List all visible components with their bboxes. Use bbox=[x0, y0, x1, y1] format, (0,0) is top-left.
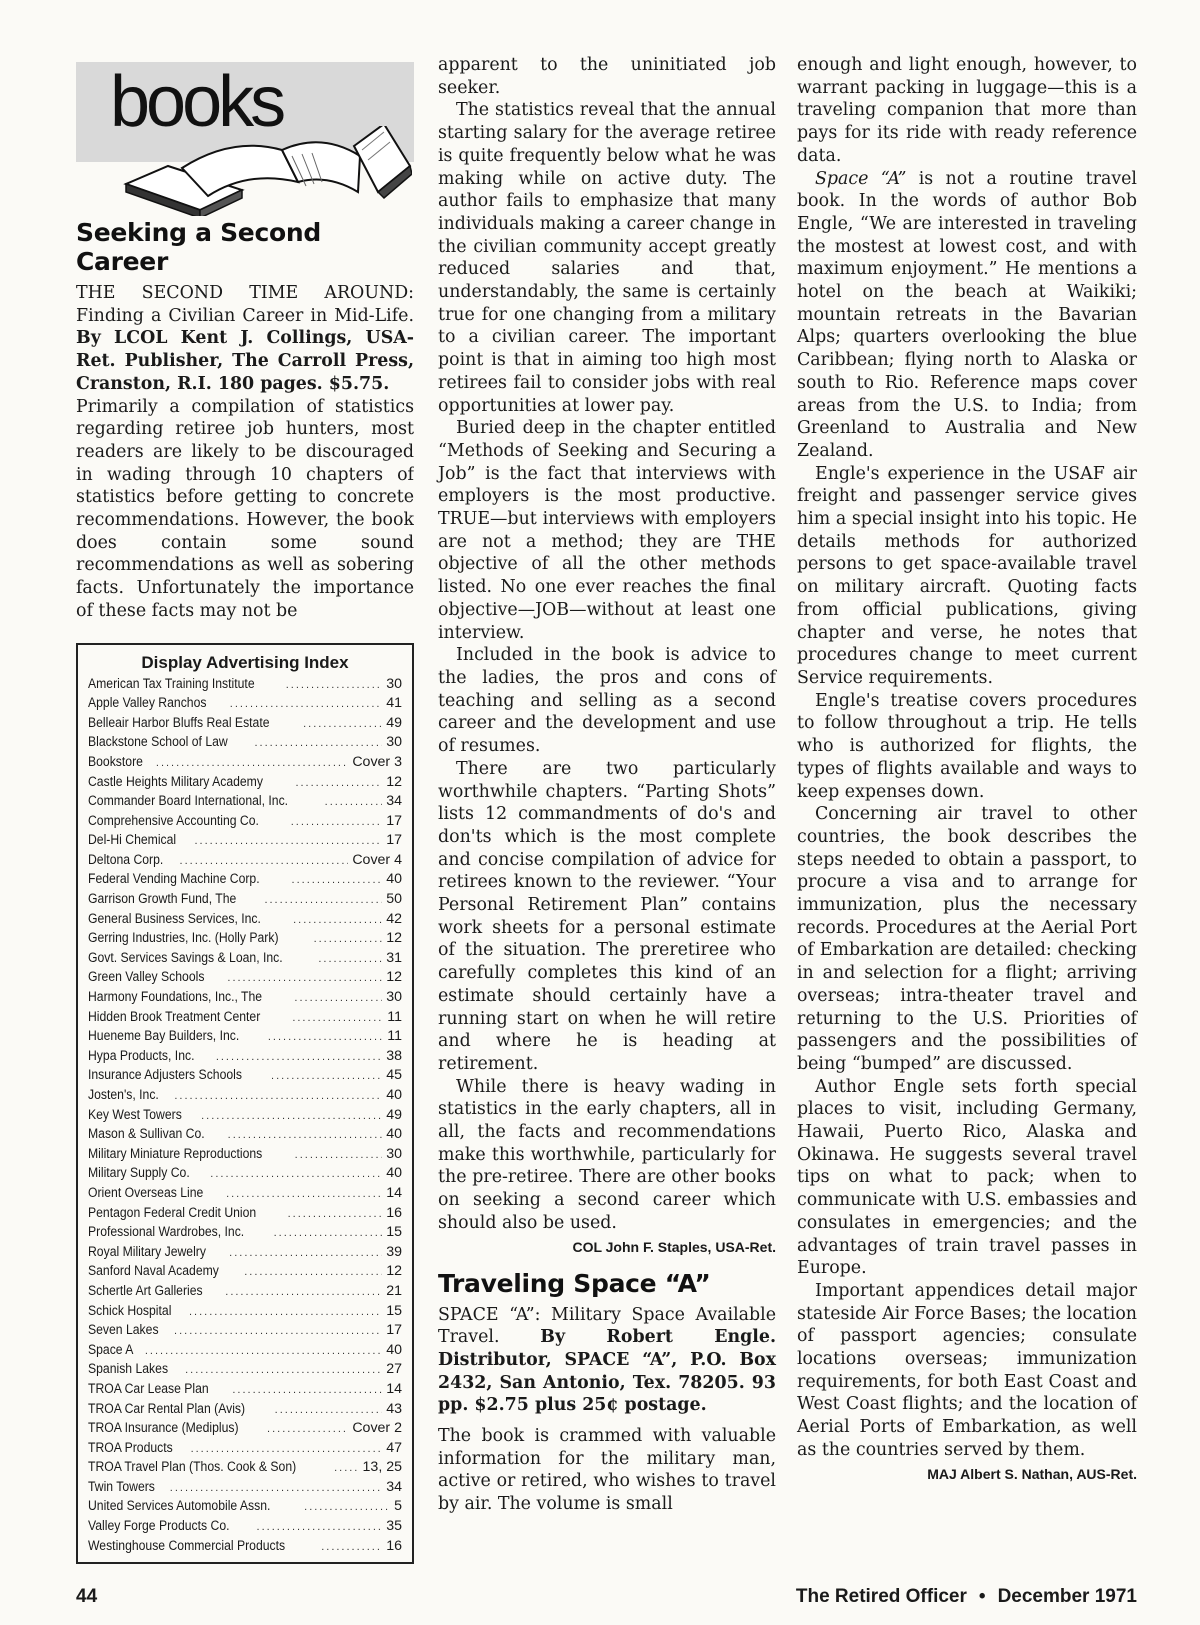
index-page: 21 bbox=[386, 1282, 402, 1299]
index-leader-dots bbox=[174, 1087, 382, 1106]
index-leader-dots bbox=[318, 950, 382, 969]
index-page: 50 bbox=[386, 891, 402, 908]
column-3 bbox=[797, 56, 1137, 1496]
index-page: 12 bbox=[386, 969, 402, 986]
review2-paragraph: Important appendices detail major stateside Air Force Bases; the location of passport agencies; consulate locations overseas; immunization requirements, for both East Coast and West Coast flights; and the location of Aerial Ports of Embarkation, as well as the countries served by them. bbox=[797, 1280, 1137, 1460]
index-page: 12 bbox=[386, 1263, 402, 1280]
index-page: 39 bbox=[386, 1243, 402, 1260]
index-row bbox=[88, 1086, 402, 1106]
index-leader-dots bbox=[274, 1224, 383, 1243]
index-page: 11 bbox=[387, 1028, 402, 1045]
index-row bbox=[88, 1458, 402, 1478]
index-advertiser: Military Supply Co. bbox=[88, 1165, 190, 1182]
review2-signature: MAJ Albert S. Nathan, AUS-Ret. bbox=[927, 1465, 1137, 1482]
index-leader-dots bbox=[227, 969, 382, 988]
index-leader-dots bbox=[292, 871, 383, 890]
index-advertiser: Josten's, Inc. bbox=[88, 1087, 159, 1104]
index-leader-dots bbox=[201, 1107, 382, 1126]
index-page: 34 bbox=[386, 1478, 402, 1495]
index-page: 17 bbox=[386, 832, 402, 849]
index-leader-dots bbox=[304, 1498, 390, 1517]
index-advertiser: TROA Insurance (Mediplus) bbox=[88, 1420, 239, 1437]
index-page: 40 bbox=[386, 1341, 402, 1358]
index-advertiser: Del-Hi Chemical bbox=[88, 832, 177, 849]
index-page: 35 bbox=[386, 1518, 402, 1535]
index-leader-dots bbox=[325, 793, 383, 812]
index-advertiser: Key West Towers bbox=[88, 1106, 182, 1123]
index-leader-dots bbox=[180, 852, 349, 871]
index-advertiser: Deltona Corp. bbox=[88, 851, 164, 868]
index-advertiser: TROA Car Rental Plan (Avis) bbox=[88, 1400, 246, 1417]
index-advertiser: Professional Wardrobes, Inc. bbox=[88, 1224, 245, 1241]
index-leader-dots bbox=[295, 774, 382, 793]
index-leader-dots bbox=[257, 1518, 383, 1537]
books-masthead bbox=[76, 56, 414, 216]
index-leader-dots bbox=[275, 1401, 383, 1420]
index-leader-dots bbox=[170, 1479, 382, 1498]
index-page: 11 bbox=[387, 1008, 402, 1025]
review2-citation-title: SPACE “A”: Military Space Available Travel. bbox=[438, 1304, 776, 1348]
review1-citation bbox=[76, 282, 414, 396]
index-advertiser: Space A bbox=[88, 1341, 134, 1358]
index-leader-dots bbox=[303, 715, 382, 734]
review1-paragraph-continued bbox=[438, 54, 776, 99]
index-page: Cover 3 bbox=[352, 753, 402, 770]
index-row bbox=[88, 1497, 402, 1517]
index-advertiser: Insurance Adjusters Schools bbox=[88, 1067, 242, 1084]
index-row bbox=[88, 1223, 402, 1243]
index-leader-dots bbox=[232, 1381, 382, 1400]
page-number: 44 bbox=[76, 1586, 98, 1607]
open-book-icon bbox=[122, 126, 412, 216]
index-advertiser: Twin Towers bbox=[88, 1478, 155, 1495]
index-leader-dots bbox=[185, 1361, 382, 1380]
review2-paragraph: Space “A” is not a routine travel book. In the words of author Bob Engle, “We are interested in traveling the mostest at lowest cost, and with maximum enjoyment.” He mentions a hotel on the beach at Waikiki; mountain retreats in the Bavarian Alps; quarters overlooking the blue Caribbean; flying north to Alaska or south to Rio. Reference maps cover areas from the U.S. to India; from Greenland to Australia and New Zealand. bbox=[797, 168, 1137, 461]
index-advertiser: Pentagon Federal Credit Union bbox=[88, 1204, 257, 1221]
column-2 bbox=[438, 56, 776, 1516]
index-advertiser: Sanford Naval Academy bbox=[88, 1263, 219, 1280]
index-advertiser: TROA Travel Plan (Thos. Cook & Son) bbox=[88, 1459, 297, 1476]
index-page: 17 bbox=[386, 1322, 402, 1339]
index-row bbox=[88, 1184, 402, 1204]
review2-citation-details: By Robert Engle. Distributor, SPACE “A”, P.O. Box 2432, San Antonio, Tex. 78205. 93 pp. $2.75 plus 25¢ postage. bbox=[438, 1327, 776, 1416]
index-page: 14 bbox=[386, 1184, 402, 1201]
index-row bbox=[88, 1008, 402, 1028]
index-row bbox=[88, 949, 402, 969]
index-advertiser: Schertle Art Galleries bbox=[88, 1282, 203, 1299]
index-advertiser: Spanish Lakes bbox=[88, 1361, 169, 1378]
index-leader-dots bbox=[267, 1420, 348, 1439]
index-advertiser: General Business Services, Inc. bbox=[88, 910, 261, 927]
index-advertiser: Bookstore bbox=[88, 753, 143, 770]
index-advertiser: Govt. Services Savings & Loan, Inc. bbox=[88, 949, 283, 966]
index-page: 16 bbox=[386, 1537, 402, 1554]
index-row bbox=[88, 929, 402, 949]
index-page: 34 bbox=[386, 793, 402, 810]
index-leader-dots bbox=[268, 1028, 383, 1047]
index-row bbox=[88, 733, 402, 753]
index-advertiser: Hidden Brook Treatment Center bbox=[88, 1008, 261, 1025]
index-advertiser: Federal Vending Machine Corp. bbox=[88, 871, 260, 888]
index-page: 5 bbox=[394, 1498, 402, 1515]
index-page: 30 bbox=[386, 989, 402, 1006]
index-advertiser: Military Miniature Reproductions bbox=[88, 1145, 263, 1162]
publication-line bbox=[796, 1586, 1137, 1608]
review2-paragraph-continued: enough and light enough, however, to warrant packing in luggage—this is a traveling companion that more than pays for its ride with ready reference data. bbox=[797, 55, 1137, 166]
index-advertiser: Mason & Sullivan Co. bbox=[88, 1126, 205, 1143]
review1-paragraph: Buried deep in the chapter entitled “Methods of Seeking and Securing a Job” is the fact that interviews with employers is the most productive. TRUE—but interviews with employers are not a method; they are THE objective of all the other methods listed. No one ever reaches the final objective—JOB—without at least one interview. bbox=[438, 418, 776, 643]
index-row bbox=[88, 812, 402, 832]
review1-citation-title: THE SECOND TIME AROUND: Finding a Civilian Career in Mid-Life. bbox=[76, 283, 414, 326]
index-leader-dots bbox=[293, 911, 382, 930]
index-page: 45 bbox=[386, 1067, 402, 1084]
index-row bbox=[88, 851, 402, 871]
index-leader-dots bbox=[216, 1048, 382, 1067]
index-advertiser: Comprehensive Accounting Co. bbox=[88, 812, 259, 829]
index-row bbox=[88, 1164, 402, 1184]
index-advertiser: Green Valley Schools bbox=[88, 969, 205, 986]
index-row bbox=[88, 1204, 402, 1224]
review2-paragraph: Engle's treatise covers procedures to follow throughout a trip. He tells who is authorized for flights, the types of flights available and ways to keep expenses down. bbox=[797, 690, 1137, 802]
index-leader-dots bbox=[314, 930, 383, 949]
review1-paragraph: The statistics reveal that the annual starting salary for the average retiree is quite frequently below what he was making while on active duty. The author fails to emphasize that many individuals making a career change in the civilian community accept greatly reduced salaries and that, understandably, the same is certainly true for one changing from a military to a civilian career. The important point is that in aiming too high most retirees fail to consider jobs with real opportunities at lower pay. bbox=[438, 100, 776, 416]
index-page: 14 bbox=[386, 1380, 402, 1397]
issue-date: December 1971 bbox=[997, 1586, 1137, 1607]
index-advertiser: Gerring Industries, Inc. (Holly Park) bbox=[88, 930, 279, 947]
index-page: 49 bbox=[386, 714, 402, 731]
index-page: Cover 4 bbox=[352, 851, 402, 868]
index-advertiser: Garrison Growth Fund, The bbox=[88, 891, 237, 908]
index-advertiser: Hueneme Bay Builders, Inc. bbox=[88, 1028, 240, 1045]
index-row bbox=[88, 1027, 402, 1047]
index-row bbox=[88, 1439, 402, 1459]
index-row bbox=[88, 1360, 402, 1380]
index-advertiser: Schick Hospital bbox=[88, 1302, 172, 1319]
index-leader-dots bbox=[334, 1459, 358, 1478]
index-page: 27 bbox=[386, 1361, 402, 1378]
index-leader-dots bbox=[321, 1538, 382, 1557]
index-advertiser: TROA Car Lease Plan bbox=[88, 1380, 209, 1397]
index-page: 40 bbox=[386, 1087, 402, 1104]
index-advertiser: Westinghouse Commercial Products bbox=[88, 1537, 286, 1554]
index-leader-dots bbox=[264, 891, 382, 910]
index-row bbox=[88, 870, 402, 890]
index-row bbox=[88, 1302, 402, 1322]
index-row bbox=[88, 1047, 402, 1067]
index-leader-dots bbox=[191, 1440, 383, 1459]
index-leader-dots bbox=[244, 1263, 382, 1282]
index-row bbox=[88, 675, 402, 695]
review2-title: Traveling Space “A” bbox=[438, 1268, 711, 1298]
index-page: 30 bbox=[386, 734, 402, 751]
index-page: 16 bbox=[386, 1204, 402, 1221]
index-leader-dots bbox=[195, 832, 383, 851]
index-page: 13, 25 bbox=[362, 1459, 402, 1476]
index-row bbox=[88, 1478, 402, 1498]
review1-paragraph: There are two particularly worthwhile chapters. “Parting Shots” lists 12 commandments of do's and don'ts which is the most complete and concise compilation of advice for retirees known to the reviewer. “Your Personal Retirement Plan” contains work sheets for a personal estimate of the situation. The preretiree who carefully completes this kind of an estimate should certainly have a running start on when he will retire and where he is heading at retirement. bbox=[438, 758, 776, 1074]
index-leader-dots bbox=[288, 1205, 383, 1224]
advertising-index-list bbox=[88, 675, 402, 1557]
review1-title: Seeking a Second Career bbox=[76, 218, 321, 276]
index-page: 40 bbox=[386, 871, 402, 888]
column-1 bbox=[76, 56, 414, 1564]
index-row bbox=[88, 773, 402, 793]
index-leader-dots bbox=[229, 1244, 382, 1263]
index-advertiser: Commander Board International, Inc. bbox=[88, 793, 289, 810]
index-row bbox=[88, 1066, 402, 1086]
review1-citation-details: By LCOL Kent J. Collings, USA-Ret. Publisher, The Carroll Press, Cranston, R.I. 180 pages. $5.75. bbox=[76, 328, 414, 394]
review1-paragraph: While there is heavy wading in statistics in the early chapters, all in all, the facts and recommendations make this worthwhile, particularly for the pre-retiree. There are other books on seeking a second career which should also be used. bbox=[438, 1076, 776, 1233]
index-row bbox=[88, 694, 402, 714]
index-row bbox=[88, 1243, 402, 1263]
publication-name: The Retired Officer bbox=[795, 1586, 967, 1607]
index-page: 12 bbox=[386, 773, 402, 790]
index-advertiser: Royal Military Jewelry bbox=[88, 1243, 206, 1260]
review2-paragraph: Concerning air travel to other countries, the book describes the steps needed to obtain a passport, to procure a visa and to arrange for immunization, plus the necessary records. Procedures at the Aerial Port of Embarkation are detailed: checking in and selection for a flight; arriving overseas; intra-theater travel and returning to the U.S. Priorities of passengers and the possibilities of being “bumped” are discussed. bbox=[797, 804, 1137, 1074]
index-page: 15 bbox=[386, 1224, 402, 1241]
index-leader-dots bbox=[210, 1165, 382, 1184]
index-row bbox=[88, 890, 402, 910]
index-advertiser: Blackstone School of Law bbox=[88, 734, 228, 751]
index-page: 30 bbox=[386, 1145, 402, 1162]
index-row bbox=[88, 1537, 402, 1557]
index-row bbox=[88, 910, 402, 930]
advertising-index-title: Display Advertising Index bbox=[141, 652, 349, 672]
index-advertiser: TROA Products bbox=[88, 1439, 173, 1456]
index-page: 43 bbox=[386, 1400, 402, 1417]
index-leader-dots bbox=[292, 1009, 383, 1028]
index-advertiser: Belleair Harbor Bluffs Real Estate bbox=[88, 714, 270, 731]
index-page: 12 bbox=[386, 930, 402, 947]
index-leader-dots bbox=[294, 989, 382, 1008]
review2-paragraph: Engle's experience in the USAF air freight and passenger service gives him a special insight into his topic. He details methods for authorized persons to get space-available travel on military aircraft. Quoting facts from official publications, giving chapter and verse, he notes that procedures change to meet current Service requirements. bbox=[797, 463, 1137, 688]
index-row bbox=[88, 1125, 402, 1145]
index-row bbox=[88, 1517, 402, 1537]
index-page: 49 bbox=[386, 1106, 402, 1123]
index-page: 17 bbox=[386, 812, 402, 829]
index-leader-dots bbox=[291, 813, 382, 832]
index-page: 40 bbox=[386, 1165, 402, 1182]
review2-paragraph: The book is crammed with valuable information for the military man, active or retired, who wishes to travel by air. The volume is small bbox=[438, 1426, 776, 1515]
index-leader-dots bbox=[228, 1126, 383, 1145]
index-leader-dots bbox=[295, 1146, 383, 1165]
index-row bbox=[88, 968, 402, 988]
index-leader-dots bbox=[286, 676, 382, 695]
index-page: Cover 2 bbox=[352, 1420, 402, 1437]
index-page: 40 bbox=[386, 1126, 402, 1143]
index-leader-dots bbox=[156, 754, 348, 773]
footer-separator: • bbox=[978, 1586, 986, 1607]
index-row bbox=[88, 1419, 402, 1439]
index-page: 42 bbox=[386, 910, 402, 927]
advertising-index bbox=[76, 643, 414, 1565]
index-advertiser: Seven Lakes bbox=[88, 1322, 159, 1339]
index-leader-dots bbox=[226, 1185, 382, 1204]
index-page: 38 bbox=[386, 1047, 402, 1064]
index-leader-dots bbox=[145, 1342, 382, 1361]
index-leader-dots bbox=[230, 695, 382, 714]
index-row bbox=[88, 1106, 402, 1126]
review2-citation bbox=[438, 1304, 776, 1418]
index-row bbox=[88, 1321, 402, 1341]
index-leader-dots bbox=[254, 734, 382, 753]
index-page: 31 bbox=[386, 949, 402, 966]
index-advertiser: American Tax Training Institute bbox=[88, 675, 255, 692]
index-advertiser: Valley Forge Products Co. bbox=[88, 1518, 230, 1535]
index-advertiser: United Services Automobile Assn. bbox=[88, 1498, 271, 1515]
index-advertiser: Harmony Foundations, Inc., The bbox=[88, 989, 263, 1006]
review2-paragraph: Author Engle sets forth special places to visit, including Germany, Hawaii, Puerto Rico, Alaska and Okinawa. He suggests several travel tips on what to pack; when to communicate with U.S. embassies and consulates in emergencies; and the advantages of train travel passes in Europe. bbox=[797, 1076, 1137, 1279]
index-row bbox=[88, 1380, 402, 1400]
review1-paragraph: Included in the book is advice to the ladies, the pros and cons of teaching and selling as a second career and the development and use of resumes. bbox=[438, 645, 776, 757]
index-leader-dots bbox=[271, 1067, 382, 1086]
review1-paragraph: Primarily a compilation of statistics regarding retiree job hunters, most readers are likely to be discouraged in wading through 10 chapters of statistics before getting to concrete recommendations. However, the book does contain some sound recommendations as well as sobering facts. Unfortunately the importance of these facts may not be bbox=[76, 396, 414, 621]
index-advertiser: Castle Heights Military Academy bbox=[88, 773, 263, 790]
index-row bbox=[88, 988, 402, 1008]
index-row bbox=[88, 1400, 402, 1420]
index-advertiser: Hypa Products, Inc. bbox=[88, 1047, 195, 1064]
review1-continued-text: apparent to the uninitiated job seeker. bbox=[438, 55, 776, 98]
index-leader-dots bbox=[174, 1322, 382, 1341]
index-row bbox=[88, 792, 402, 812]
page-footer bbox=[76, 1586, 1137, 1608]
index-page: 15 bbox=[386, 1302, 402, 1319]
section-logo: books bbox=[110, 62, 283, 142]
index-page: 47 bbox=[386, 1439, 402, 1456]
index-row bbox=[88, 714, 402, 734]
index-advertiser: Apple Valley Ranchos bbox=[88, 695, 207, 712]
index-leader-dots bbox=[225, 1283, 382, 1302]
index-advertiser: Orient Overseas Line bbox=[88, 1184, 204, 1201]
index-row bbox=[88, 831, 402, 851]
index-leader-dots bbox=[189, 1303, 382, 1322]
index-row bbox=[88, 1145, 402, 1165]
index-row bbox=[88, 753, 402, 773]
index-page: 30 bbox=[386, 675, 402, 692]
index-row bbox=[88, 1282, 402, 1302]
index-row bbox=[88, 1341, 402, 1361]
index-row bbox=[88, 1262, 402, 1282]
review1-signature: COL John F. Staples, USA-Ret. bbox=[572, 1238, 776, 1255]
index-page: 41 bbox=[386, 695, 402, 712]
